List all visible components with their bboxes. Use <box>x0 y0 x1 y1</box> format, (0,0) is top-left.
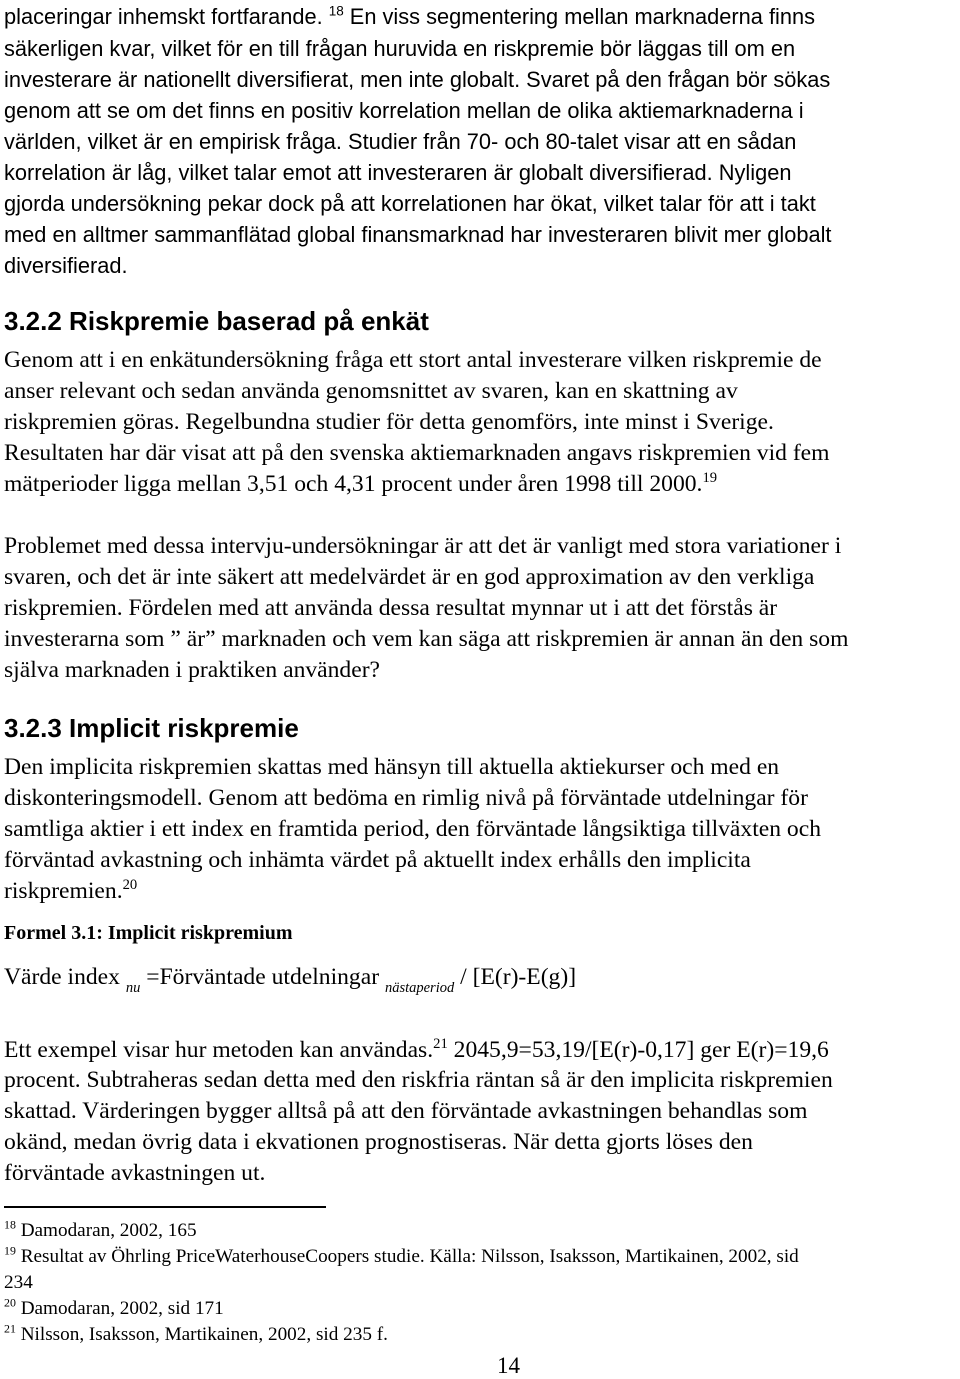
text-line: Ett exempel visar hur metoden kan användas.$^{21}$ 2045,9=53,19/[E(r)-0,17] ger E(r)=19,6 <box>4 1035 829 1063</box>
text-line: riskpremien.$^{20}$ <box>4 876 138 904</box>
formula: Värde index $_{nu}$ =Förväntade utdelningar $_{nästaperiod}$ / [E(r)-E(g)] <box>4 964 577 996</box>
formula-subscript: nu <box>125 980 141 996</box>
text-line: korrelation är låg, vilket talar emot att investeraren är globalt diversifierad. Nyligen <box>4 160 792 185</box>
text-line: Problemet med dessa intervju-undersökningar är att det är vanligt med stora variationer i <box>4 533 842 559</box>
footnote: $^{18}$ Damodaran, 2002, 165 <box>4 1217 197 1241</box>
section-heading: 3.2.3 Implicit riskpremie <box>4 713 299 743</box>
text-line: förväntad avkastning och inhämta värdet på aktuellt index erhålls den implicita <box>4 847 751 873</box>
text-line: diversifierad. <box>4 253 128 278</box>
footnote-ref: 21 <box>433 1035 448 1052</box>
text-line: skattad. Värderingen bygger alltså på att den förväntade avkastningen behandlas som <box>4 1098 808 1124</box>
text-line: okänd, medan övrig data i ekvationen prognostiseras. När detta gjorts löses den <box>4 1129 753 1155</box>
footnote: $^{21}$ Nilsson, Isaksson, Martikainen, 2002, sid 235 f. <box>4 1321 388 1345</box>
text-line: säkerligen kvar, vilket för en till frågan huruvida en riskpremie bör läggas till om en <box>4 36 796 61</box>
footnote: $^{20}$ Damodaran, 2002, sid 171 <box>4 1295 224 1319</box>
text-line: gjorda undersökning pekar dock på att korrelationen har ökat, vilket talar för att i takt <box>4 191 816 216</box>
text-line: diskonteringsmodell. Genom att bedöma en rimlig nivå på förväntade utdelningar för <box>4 785 808 811</box>
text-line: riskpremien. Fördelen med att använda dessa resultat mynnar ut i att det förstås är <box>4 595 778 621</box>
text-line: Resultaten har där visat att på den svenska aktiemarknaden angavs riskpremien vid fem <box>4 440 830 466</box>
text-line: själva marknaden i praktiken använder? <box>4 657 381 683</box>
text-line: svaren, och det är inte säkert att medelvärdet är en god approximation av den verkliga <box>4 564 815 590</box>
text-line: Genom att i en enkätundersökning fråga ett stort antal investerare vilken riskpremie de <box>4 347 822 373</box>
footnote: $^{19}$ Resultat av Öhrling PriceWaterhouseCoopers studie. Källa: Nilsson, Isaksson, Martikainen, 2002, sid <box>4 1243 799 1267</box>
section-heading: 3.2.2 Riskpremie baserad på enkät <box>4 306 429 336</box>
text-line: procent. Subtraheras sedan detta med den riskfria räntan så är den implicita riskpremien <box>4 1067 833 1093</box>
text-line: investerare är nationellt diversifierat, men inte globalt. Svaret på den frågan bör sökas <box>4 67 831 92</box>
text-line: anser relevant och sedan använda genomsnittet av svaren, kan en skattning av <box>4 378 738 404</box>
text-line: med en alltmer sammanflätad global finansmarknad har investeraren blivit mer globalt <box>4 222 832 247</box>
text-line: världen, vilket är en empirisk fråga. Studier från 70- och 80-talet visar att en sådan <box>4 129 797 154</box>
formula-title: Formel 3.1: Implicit riskpremium <box>4 922 293 944</box>
page-number: 14 <box>497 1353 520 1378</box>
formula-subscript: nästaperiod <box>384 980 455 996</box>
text-line: genom att se om det finns en positiv korrelation mellan de olika aktiemarknaderna i <box>4 98 804 123</box>
footnote-ref: 20 <box>122 876 138 893</box>
text-line: samtliga aktier i ett index en framtida period, den förväntade långsiktiga tillväxten och <box>4 816 821 842</box>
text-line: mätperioder ligga mellan 3,51 och 4,31 procent under åren 1998 till 2000.19 <box>4 469 718 497</box>
text-line: Den implicita riskpremien skattas med hänsyn till aktuella aktiekurser och med en <box>4 754 780 780</box>
footnote-ref: 19 <box>702 469 718 486</box>
text-line: placeringar inhemskt fortfarande. $^{18}$ En viss segmentering mellan marknaderna finns <box>4 3 816 29</box>
text-line: förväntade avkastningen ut. <box>4 1160 266 1186</box>
footnote: 234 <box>4 1272 33 1293</box>
text-line: investerarna som ” är” marknaden och vem kan säga att riskpremien är annan än den som <box>4 626 849 652</box>
text-line: riskpremien göras. Regelbundna studier för detta genomförs, inte minst i Sverige. <box>4 409 774 435</box>
footnote-ref: 18 <box>328 3 344 19</box>
footnote-separator <box>4 1206 326 1208</box>
